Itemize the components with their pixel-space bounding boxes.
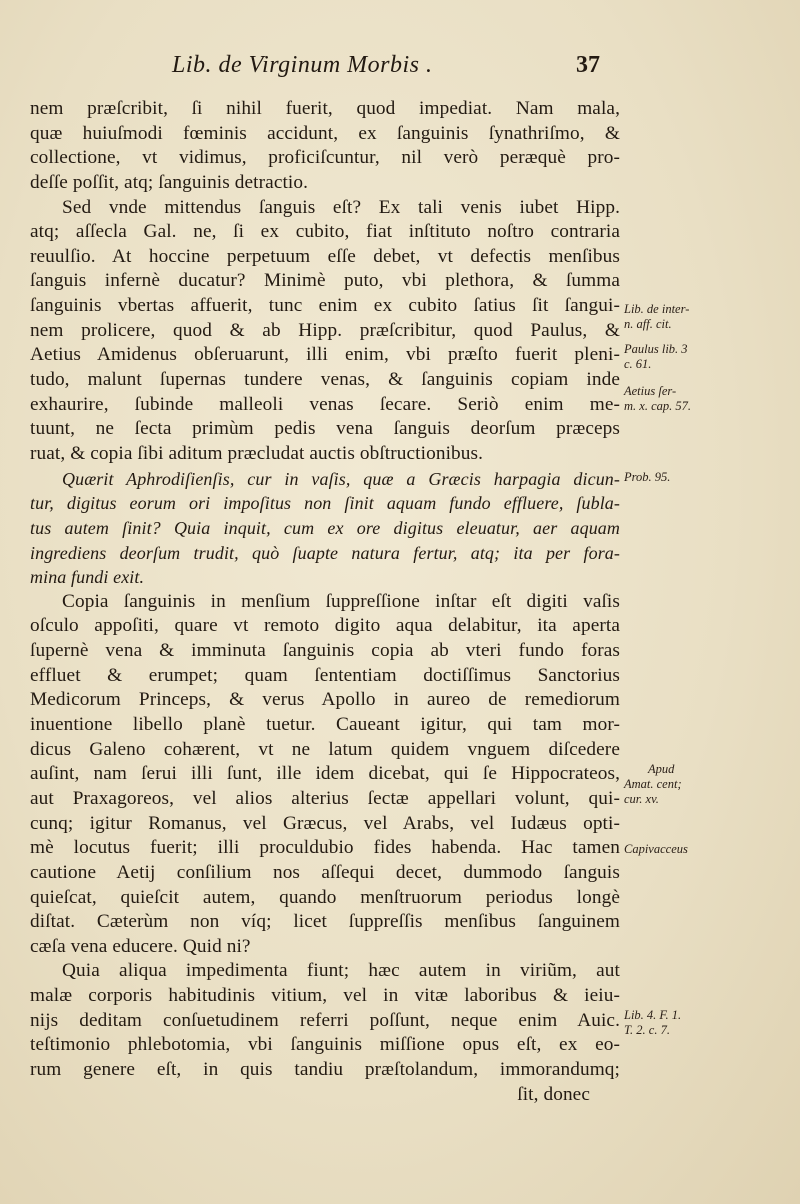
text-line: Aetius Amidenus obſeruarunt, illi enim, vbi præſto fuerit pleni- bbox=[30, 344, 620, 366]
text-line: ſanguis infernè ducatur? Minimè puto, vbi plethora, & ſumma bbox=[30, 270, 620, 292]
margin-note-line: Lib. de inter- bbox=[624, 302, 690, 316]
text-line: ſanguinis vbertas affuerit, tunc enim ex cubito ſatius ſit ſangui- bbox=[30, 295, 620, 317]
margin-note-line: Apud bbox=[648, 762, 675, 776]
text-line: tudo, malunt ſupernas tundere venas, & ſanguinis copiam inde bbox=[30, 369, 620, 391]
margin-note-line: Amat. cent; bbox=[624, 777, 682, 791]
margin-note-paulus bbox=[624, 342, 688, 372]
text-line: tuunt, ne ſecta primùm pedis vena ſanguis deorſum præceps bbox=[30, 418, 620, 440]
margin-note-line: n. aff. cit. bbox=[624, 317, 672, 331]
text-line: rum genere eſt, in quis tandiu præſtolandum, immorandumq; bbox=[30, 1058, 620, 1080]
italic-text-line: tus autem ſinit? Quia inquit, cum ex ore digitus eleuatur, aer aquam bbox=[30, 517, 620, 538]
italic-text-line: ingrediens deorſum trudit, quò ſuapte natura fertur, atq; ita per fora- bbox=[30, 542, 620, 563]
text-line: cunq; igitur Romanus, vel Græcus, vel Arabs, vel Iudæus opti- bbox=[30, 812, 620, 834]
text-line: ruat, & copia ſibi aditum præcludat auctis obſtructionibus. bbox=[30, 442, 484, 464]
text-line: reuulſio. At hoccine perpetuum eſſe debet, vt defectis menſibus bbox=[30, 245, 620, 267]
margin-note-line: Paulus lib. 3 bbox=[624, 342, 688, 356]
text-line: cautione Aetij conſilium nos aſſequi decet, dummodo ſanguis bbox=[30, 861, 620, 883]
margin-note-lib4 bbox=[624, 1008, 681, 1038]
text-line: auſint, nam ſerui illi ſunt, ille idem dicebat, qui ſe Hippocrateos, bbox=[30, 763, 620, 785]
margin-note-line: c. 61. bbox=[624, 357, 652, 371]
italic-text-line: Quærit Aphrodiſienſis, cur in vaſis, quæ a Græcis harpagia dicun- bbox=[62, 468, 620, 489]
main-text-column bbox=[30, 97, 620, 1107]
text-line: mè locutus fuerit; illi proculdubio fides habenda. Hac tamen bbox=[30, 837, 620, 859]
text-line: oſculo appoſiti, quare vt remoto digito aqua delabitur, ita aperta bbox=[30, 615, 620, 637]
running-title: Lib. de Virginum Morbis . bbox=[172, 52, 433, 78]
italic-text-line: tur, digitus eorum ori impoſitus non ſinit aquam fundo effluere, ſubla- bbox=[30, 493, 620, 514]
margin-note-line: cur. xv. bbox=[624, 792, 659, 806]
page-header bbox=[0, 52, 800, 82]
margin-note-inter bbox=[624, 302, 689, 332]
text-line: Medicorum Princeps, & verus Apollo in aureo de remediorum bbox=[30, 689, 620, 711]
text-line: dicus Galeno cohærent, vt ne latum quidem vnguem diſcedere bbox=[30, 738, 620, 760]
text-line: inuentione libello planè tuetur. Caueant igitur, qui tam mor- bbox=[30, 714, 620, 736]
margin-note-apud bbox=[624, 762, 682, 807]
text-line: malæ corporis habitudinis vitium, vel in vitæ laboribus & ieiu- bbox=[30, 985, 620, 1007]
margin-note-line: T. 2. c. 7. bbox=[624, 1023, 670, 1037]
text-line: exhaurire, ſubinde malleoli venas ſecare. Seriò enim me- bbox=[30, 393, 620, 415]
margin-note-line: Lib. 4. F. 1. bbox=[624, 1008, 682, 1022]
text-line: effluet & erumpet; quam ſententiam doctiſſimus Sanctorius bbox=[30, 664, 620, 686]
text-line: nem prolicere, quod & ab Hipp. præſcribitur, quod Paulus, & bbox=[30, 319, 620, 341]
italic-text-line: mina fundi exit. bbox=[30, 567, 145, 588]
text-line: diſtat. Cæterùm non víq; licet ſuppreſſis menſibus ſanguinem bbox=[30, 911, 620, 933]
margin-note-line: Aetius ſer- bbox=[624, 384, 677, 398]
margin-note-line: m. x. cap. 57. bbox=[624, 399, 691, 413]
margin-note-aetius bbox=[624, 384, 691, 414]
text-line: Quia aliqua impedimenta fiunt; hæc autem in viriũm, aut bbox=[62, 960, 620, 982]
text-line: Copia ſanguinis in menſium ſuppreſſione inſtar eſt digiti vaſis bbox=[62, 590, 620, 612]
margin-note-line: Prob. 95. bbox=[624, 470, 671, 484]
text-line: atq; aſſecla Gal. ne, ſi ex cubito, fiat inſtituto noſtro contraria bbox=[30, 221, 620, 243]
page-number: 37 bbox=[576, 52, 600, 78]
margin-note-line: Capivacceus bbox=[624, 842, 688, 856]
margin-note-capivacceus bbox=[624, 842, 688, 857]
text-line: nijs deditam conſuetudinem referri poſſunt, neque enim Auic. bbox=[30, 1009, 620, 1031]
text-line: nem præſcribit, ſi nihil fuerit, quod impediat. Nam mala, bbox=[30, 98, 620, 119]
text-line: quieſcat, quieſcit autem, quando menſtruorum periodus longè bbox=[30, 886, 620, 908]
text-line: teſtimonio phlebotomia, vbi ſanguinis miſſione opus eſt, ex eo- bbox=[30, 1034, 620, 1056]
text-line: Sed vnde mittendus ſanguis eſt? Ex tali venis iubet Hipp. bbox=[62, 196, 620, 218]
text-line: quæ huiuſmodi fœminis accidunt, ex ſanguinis ſynathriſmo, & bbox=[30, 122, 620, 144]
catchword-line: ſit, donec bbox=[517, 1083, 590, 1105]
text-line: aut Praxagoreos, vel alios alterius ſectæ appellari volunt, qui- bbox=[30, 787, 620, 809]
text-line: ſupernè vena & imminuta ſanguinis copia ab vteri fundo foras bbox=[30, 640, 620, 662]
text-line: collectione, vt vidimus, proficiſcuntur, nil verò peræquè pro- bbox=[30, 147, 620, 169]
text-line: cæſa vena educere. Quid ni? bbox=[30, 935, 251, 957]
margin-note-prob bbox=[624, 470, 670, 485]
text-line: deſſe poſſit, atq; ſanguinis detractio. bbox=[30, 171, 309, 193]
